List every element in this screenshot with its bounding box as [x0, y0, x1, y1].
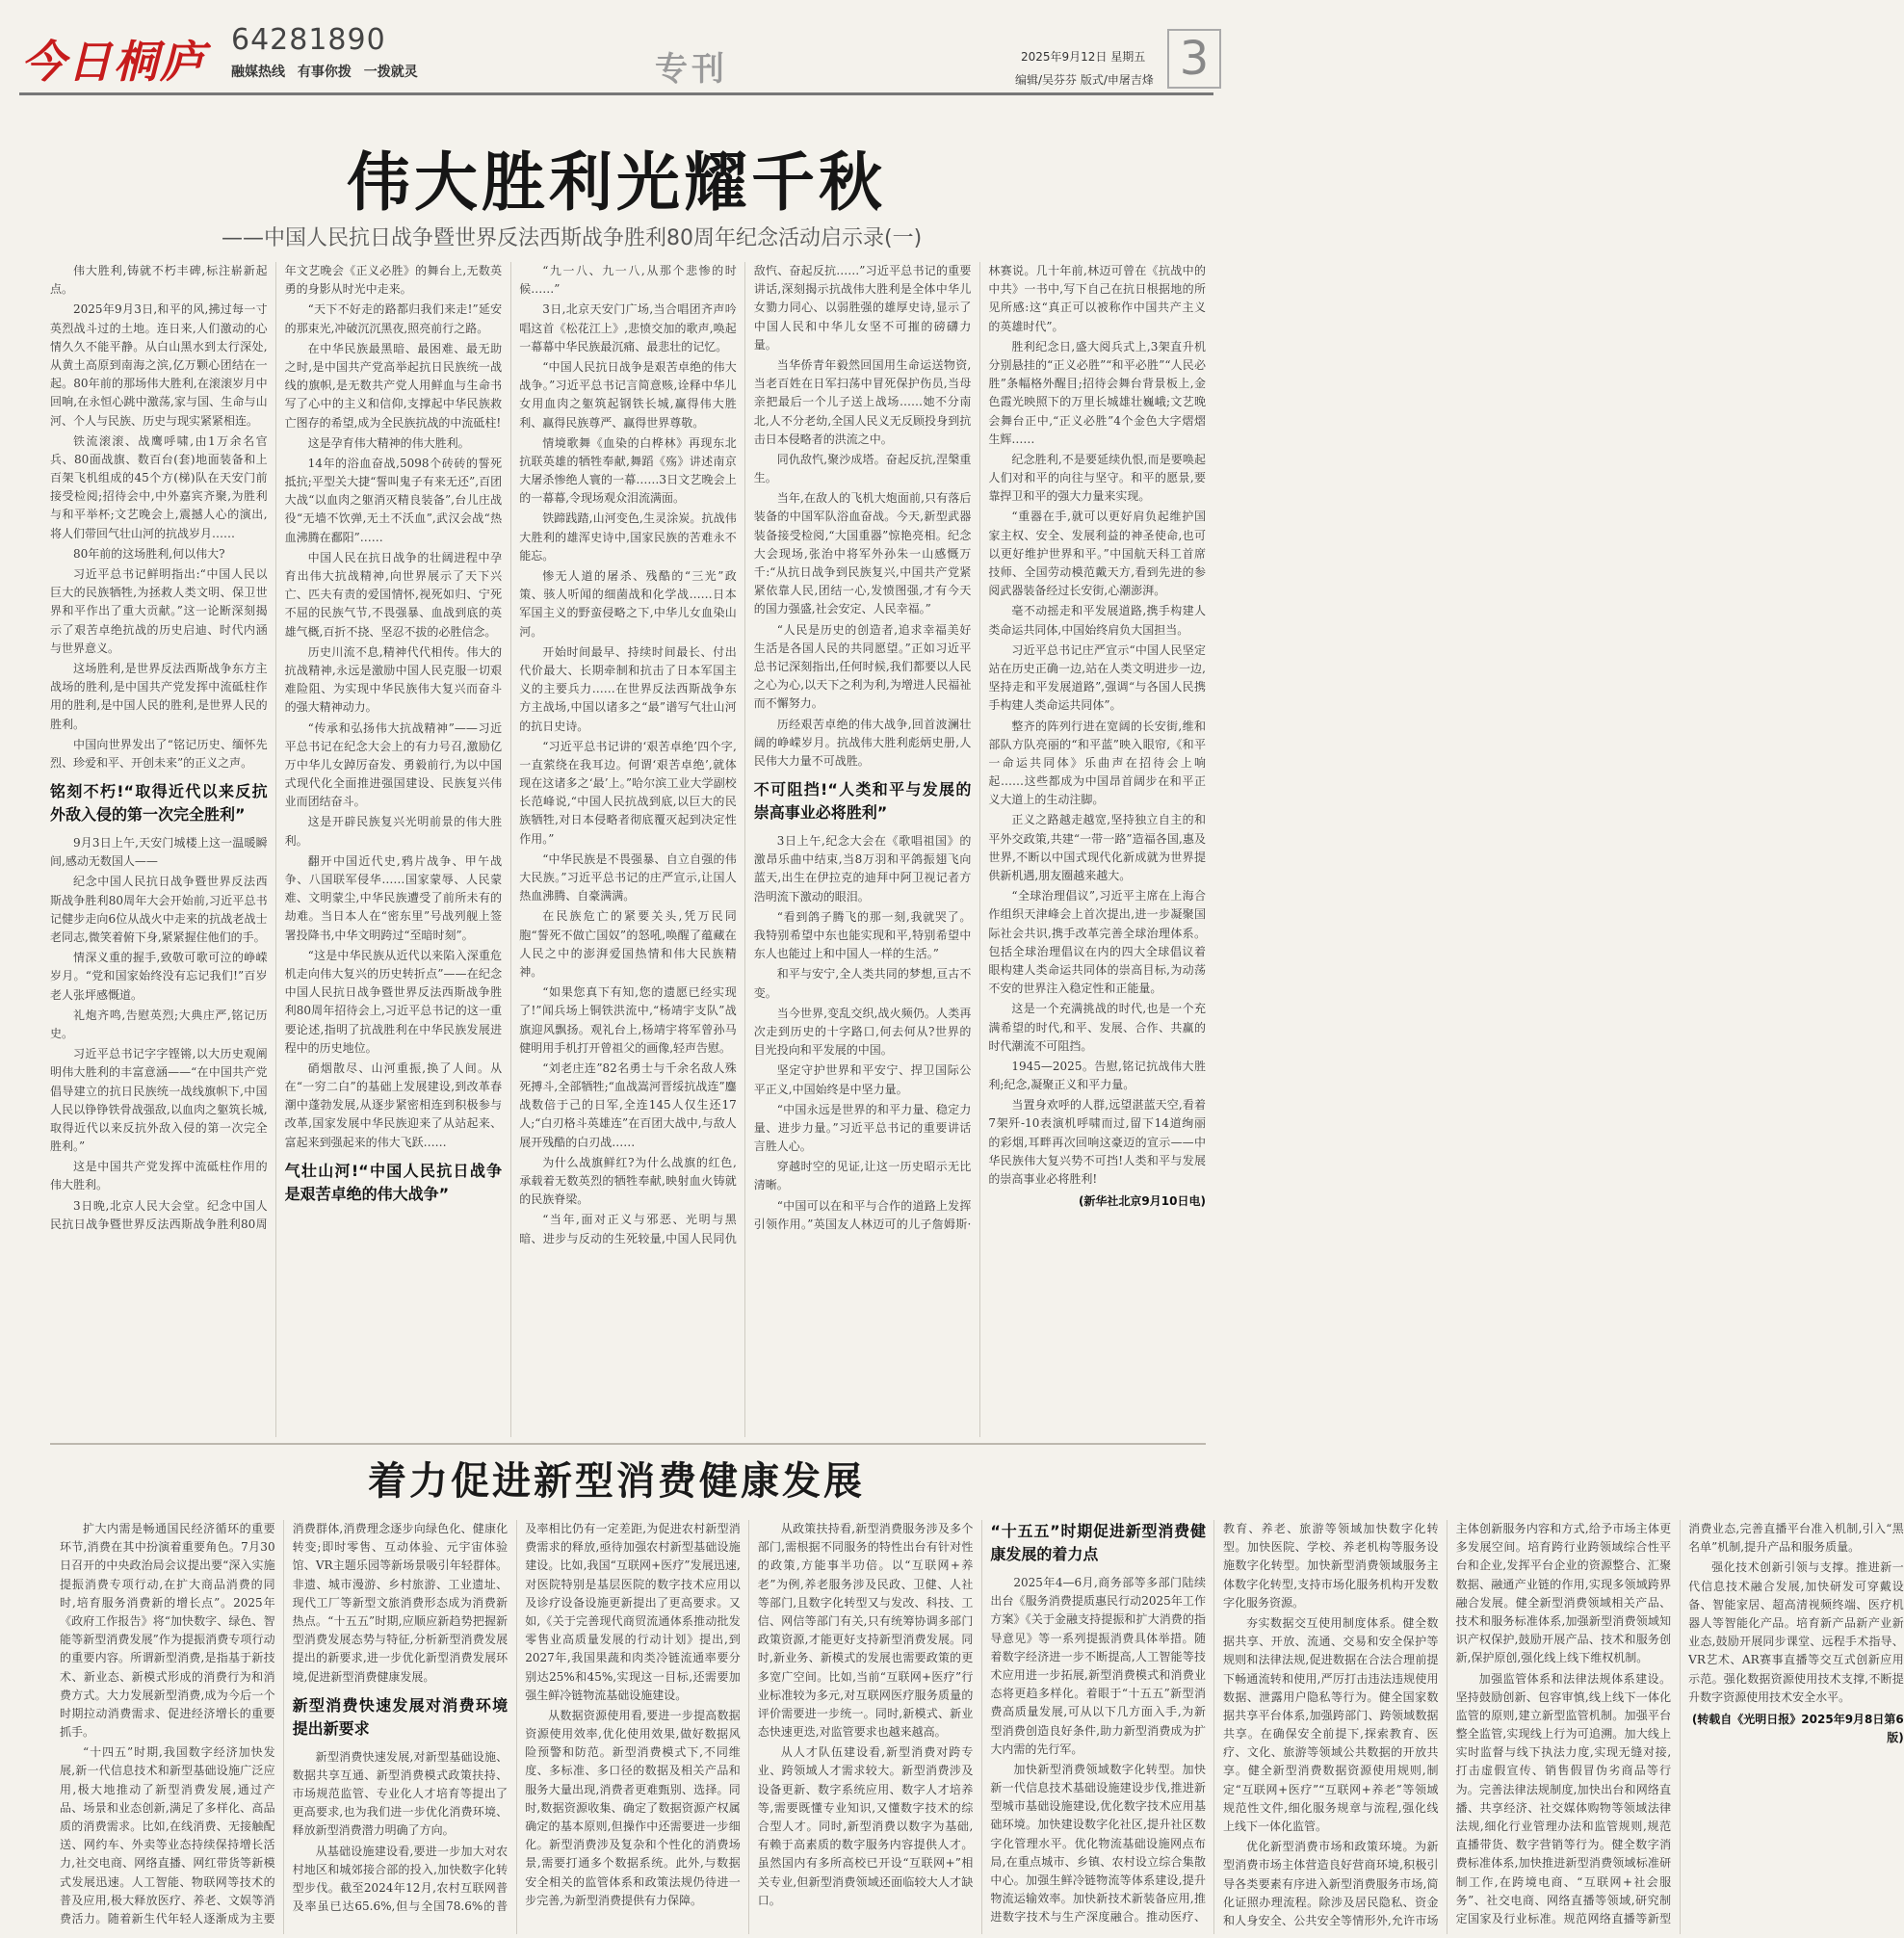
section-heading: 气壮山河!“中国人民抗日战争是艰苦卓绝的伟大战争” [284, 1161, 503, 1203]
masthead [0, 0, 1233, 92]
article2-title: 着力促进新型消费健康发展 [368, 1459, 865, 1504]
paragraph: 在民族危亡的紧要关头,凭万民同胞“誓死不做亡国奴”的怒吼,唤醒了蕴藏在人民之中的澎湃爱国热情和伟大民族精神。 [519, 909, 737, 979]
paragraph: “看到鸽子腾飞的那一刻,我就哭了。我特别希望中东也能实现和平,特别希望中东人也能过上和中国人一样的生活。” [753, 909, 972, 961]
paragraph: 历史川流不息,精神代代相传。伟大的抗战精神,永远是激励中国人民克服一切艰难险阻、为实现中华民族伟大复兴而奋斗的强大精神动力。 [284, 644, 503, 715]
article1-source: (新华社北京9月10日电) [1078, 1194, 1206, 1209]
paragraph: 整齐的阵列行进在宽阔的长安街,维和部队方队亮丽的“和平蓝”映入眼帘,《和平一命运共同体》乐曲声在招待会上响起……这些都成为中国昂首阔步在和平正义大道上的生动注脚。 [988, 719, 1206, 807]
paragraph: 习近平总书记鲜明指出:“中国人民以巨大的民族牺牲,为拯救人类文明、保卫世界和平作出了重大贡献。”这一论断深刻揭示了艰苦卓绝抗战的历史启迪、时代内涵与世界意义。 [50, 567, 268, 655]
paragraph: “天下不好走的路都归我们来走!”延安的那束光,冲破沉沉黑夜,照亮前行之路。 [284, 302, 503, 335]
paragraph: 这是孕育伟大精神的伟大胜利。 [307, 435, 470, 450]
paragraph: 历经艰苦卓绝的伟大战争,回首波澜壮阔的峥嵘岁月。抗战伟大胜利彪炳史册,人民伟大力量不可战胜。 [753, 717, 972, 768]
paragraph: 扩大内需是畅通国民经济循环的重要环节,消费在其中扮演着重要角色。7月30日召开的中央政治局会议提出要“深入实施提振消费专项行动,在扩大商品消费的同时,培育服务消费新的增长点”。2025年《政府工作报告》将“加快数字、绿色、智能等新型消费发展”作为提振消费专项行动的重要内容。所谓新型消费,是指基于新技术、新业态、新模式形成的消费行为和消费方式。大力发展新型消费,成为今后一个时期拉动消费需求、促进经济增长的重要抓手。 [60, 1522, 275, 1740]
paragraph: “重器在手,就可以更好肩负起维护国家主权、安全、发展利益的神圣使命,也可以更好维护世界和平。”中国航天科工首席技师、全国劳动模范戴天方,看到先进的参阅武器装备经过长安街,心潮澎湃。 [988, 510, 1206, 598]
paragraph: “如果您真下有知,您的遗愿已经实现了!”闻兵场上铜铁洪流中,“杨靖宇支队”战旗迎风飘扬。观礼台上,杨靖宇将军曾孙马健明用手机打开曾祖父的画像,轻声告慰。 [519, 985, 737, 1055]
paragraph: “中华民族是不畏强暴、自立自强的伟大民族。”习近平总书记的庄严宣示,让国人热血沸腾、自豪满满。 [519, 851, 737, 904]
paragraph: 当置身欢呼的人群,远望湛蓝天空,看着7架歼-10表演机呼啸而过,留下14道绚丽的彩烟,耳畔再次回响这豪迈的宣示——中华民族伟大复兴势不可挡!人类和平与发展的崇高事业必将胜利! [988, 1098, 1206, 1186]
paragraph: 从基础设施建设看,要进一步加大对农村地区和城郊接合部的投入,加快数字化转型步伐。截至2024年12月,农村互联网普及率虽已达65.6%,但与全国78.6%的普及率相比仍有一定差距,为促进农村新型消费需求的释放,亟待加强农村新型基础设施建设。比如,我国“互联网+医疗”发展迅速,对医院特别是基层医院的数字技术应用以及诊疗设备设施更新提出了更高要求。又如,《关于完善现代商贸流通体系推动批发零售业高质量发展的行动计划》提出,到2027年,我国果蔬和肉类冷链流通率要分别达25%和45%,实现这一目标,还需要加强生鲜冷链物流基础设施建设。 [292, 1522, 741, 1914]
paragraph: 坚定守护世界和平安宁、捍卫国际公平正义,中国始终是中坚力量。 [753, 1063, 972, 1096]
paragraph: 当华侨青年毅然回国用生命运送物资,当老百姓在日军扫荡中冒死保护伤员,当母亲把最后一个儿子送上战场……她不分南北,人不分老幼,全国人民义无反顾投身到抗击日本侵略者的洪流之中。 [753, 357, 972, 446]
paragraph: 情深义重的握手,致敬可歌可泣的峥嵘岁月。“党和国家始终没有忘记我们!”百岁老人张坪感慨道。 [50, 951, 268, 1002]
paragraph: “这是中华民族从近代以来陷入深重危机走向伟大复兴的历史转折点”——在纪念中国人民抗日战争暨世界反法西斯战争胜利80周年招待会上,习近平总书记的这一重要论述,指明了抗战胜利在中华民族发展进程中的历史地位。 [284, 948, 503, 1055]
paragraph: “当年,面对正义与邪恶、光明与黑暗、进步与反动的生死较量,中国人民同仇敌忾、奋起反抗……”习近平总书记的重要讲话,深刻揭示抗战伟大胜利是全体中华儿女勠力同心、以弱胜强的雄厚史诗,显示了中国人民和中华儿女坚不可摧的磅礴力量。 [519, 264, 972, 1245]
paragraph: 硝烟散尽、山河重振,换了人间。从在“一穷二白”的基础上发展建设,到改革春潮中蓬勃发展,从逐步紧密相连到积极参与改革,国家发展中华民族迎来了从站起来、富起来到强起来的伟大飞跃…… [284, 1061, 503, 1149]
paragraph: 礼炮齐鸣,告慰英烈;大典庄严,铭记历史。 [50, 1008, 268, 1040]
paragraph: “中国永远是世界的和平力量、稳定力量、进步力量。”习近平总书记的重要讲话言胜人心。 [753, 1102, 972, 1154]
paragraph: 2025年9月3日,和平的风,拂过每一寸英烈战斗过的土地。连日来,人们激动的心情久久不能平静。从白山黑水到太行深处,从黄土高原到南海之滨,亿万颗心团结在一起。80年前的那场伟大胜利,在滚滚岁月中回响,在永恒心跳中激荡,家与国、生命与山河、个人与民族、历史与现实紧紧相连。 [50, 302, 268, 428]
page-number: 3 [1167, 29, 1221, 89]
paragraph: 这场胜利,是世界反法西斯战争东方主战场的胜利,是中国共产党发挥中流砥柱作用的胜利,是中国人民的胜利,是世界人民的胜利。 [50, 661, 268, 731]
paragraph: 3日晚,北京人民大会堂。纪念中国人民抗日战争暨世界反法西斯战争胜利80周年文艺晚会《正义必胜》的舞台上,无数英勇的身影从时光中走来。 [50, 264, 503, 1231]
article1-subtitle: ——中国人民抗日战争暨世界反法西斯战争胜利80周年纪念活动启示录(一) [222, 226, 923, 250]
section-heading: 铭刻不朽!“取得近代以来反抗外敌入侵的第一次完全胜利” [50, 782, 268, 825]
paragraph: 在中华民族最黑暗、最困难、最无助之时,是中国共产党高举起抗日民族统一战线的旗帜,是无数共产党人用鲜血与生命书写了心中的主义和信仰,支撑起中华民族救亡图存的希望,成为全民族抗战的中流砥柱! [284, 341, 503, 430]
paragraph: 优化新型消费市场和政策环境。为新型消费市场主体营造良好营商环境,积极引导各类要素有序进入新型消费服务市场,简化证照办理流程。除涉及居民隐私、资金和人身安全、公共安全等情形外,允许市场主体创新服务内容和方式,给予市场主体更多发展空间。培育跨行业跨领域综合性平台和企业,发挥平台企业的资源整合、汇聚数据、融通产业链的作用,实现多领域跨界融合发展。健全新型消费领域相关产品、技术和服务标准体系,加强新型消费领域知识产权保护,鼓励开展产品、技术和服务创新,保护原创,强化线上线下维权机制。 [1222, 1522, 1672, 1927]
paragraph: 加强监管体系和法律法规体系建设。坚持鼓励创新、包容审慎,线上线下一体化监管的原则,建立新型监管机制。加强平台整全监管,实现线上行为可追溯。加大线上实时监督与线下执法力度,实现无缝对接,打击虚假宣传、销售假冒伪劣商品等行为。完善法律法规制度,加快出台和网络直播、共享经济、社交媒体购物等领域法律法规,细化行业管理办法和监管规则,规范直播带货、数字营销等行为。健全数字消费标准体系,加快推进新型消费领域标准研制工作,在跨境电商、“互联网+社会服务”、社交电商、网络直播等领域,研究制定国家及行业标准。规范网络直播等新型消费业态,完善直播平台准入机制,引入“黑名单”机制,提升产品和服务质量。 [1455, 1522, 1904, 1925]
article2-body [60, 1520, 1904, 1934]
paragraph: “十四五”时期,我国数字经济加快发展,新一代信息技术和新型基础设施广泛应用,极大地推动了新型消费发展,通过产品、场景和业态创新,满足了多样化、高品质的消费需求。比如,在线消费、无接触配送、网约车、外卖等业态持续保持增长活力,社交电商、网络直播、网红带货等新模式发展迅速。人工智能、物联网等技术的普及应用,极大释放医疗、养老、文娱等消费活力。随着新生代年轻人逐渐成为主要消费群体,消费理念逐步向绿色化、健康化转变;即时零售、互动体验、元宇宙体验馆、VR主题乐园等新场景吸引年轻群体。非遗、城市漫游、乡村旅游、工业遗址、现代工厂等新型文旅消费形态成为消费新热点。“十五五”时期,应顺应新趋势把握新型消费发展态势与特征,分析新型消费发展提出的新要求,进一步优化新型消费发展环境,促进新型消费健康发展。 [60, 1522, 509, 1925]
issue-date: 2025年9月12日 星期五 [1021, 50, 1146, 64]
paragraph: 中国向世界发出了“铭记历史、缅怀先烈、珍爱和平、开创未来”的正义之声。 [50, 737, 268, 770]
article1-title: 伟大胜利光耀千秋 [347, 145, 886, 220]
newspaper-logo: 今日桐庐 [21, 36, 206, 88]
section-name: 专刊 [655, 50, 728, 89]
paragraph: 2025年4—6月,商务部等多部门陆续出台《服务消费提质惠民行动2025年工作方案》《关于金融支持提振和扩大消费的指导意见》等一系列提振消费具体举措。随着数字经济进一步不断提高,人工智能等技术应用进一步拓展,新型消费模式和消费业态将更趋多样化。着眼于“十五五”新型消费高质量发展,可从以下几方面入手,为新型消费创造良好条件,助力新型消费成为扩大内需的先行军。 [990, 1576, 1206, 1756]
masthead-rule [19, 92, 1213, 95]
paragraph: 同仇敌忾,聚沙成塔。奋起反抗,涅槃重生。 [753, 452, 972, 485]
paragraph: 中国人民在抗日战争的壮阔进程中孕育出伟大抗战精神,向世界展示了天下兴亡、匹夫有责的爱国情怀,视死如归、宁死不屈的民族气节,不畏强暴、血战到底的英雄气概,百折不挠、坚忍不拔的必胜信念。 [284, 550, 503, 639]
section-heading: 不可阻挡!“人类和平与发展的崇高事业必将胜利” [753, 780, 972, 823]
paragraph: 9月3日上午,天安门城楼上这一温暖瞬间,感动无数国人—— [50, 836, 268, 869]
paragraph: 正义之路越走越宽,坚持独立自主的和平外交政策,共建“一带一路”造福各国,惠及世界,不断以中国式现代化新成就为世界提供新机遇,朋友圈越来越大。 [988, 813, 1206, 882]
paragraph: 从人才队伍建设看,新型消费对跨专业、跨领域人才需求较大。新型消费涉及设备更新、数字系统应用、数字人才培养等,需要既懂专业知识,又懂数字技术的综合型人才。同时,新型消费以数字为基础,有赖于高素质的数字服务内容提供人才。虽然国内有多所高校已开设“互联网+”相关专业,但新型消费领域还面临较大人才缺口。 [757, 1745, 974, 1907]
paragraph: 这是一个充满挑战的时代,也是一个充满希望的时代,和平、发展、合作、共赢的时代潮流不可阻挡。 [988, 1002, 1206, 1053]
paragraph: 80年前的这场胜利,何以伟大? [73, 546, 225, 561]
paragraph: 纪念胜利,不是要延续仇恨,而是要唤起人们对和平的向往与坚守。和平的愿景,要靠捍卫和平的强大力量来实现。 [988, 452, 1206, 504]
paragraph: 习近平总书记庄严宣示“中国人民坚定站在历史正确一边,站在人类文明进步一边,坚持走和平发展道路”,强调“与各国人民携手构建人类命运共同体”。 [988, 642, 1206, 713]
paragraph: 强化技术创新引领与支撑。推进新一代信息技术融合发展,加快研发可穿戴设备、智能家居、超高清视频终端、医疗机器人等智能化产品。培育新产品新产业新业态,鼓励开展同步课堂、远程手术指导、VR艺术、AR赛事直播等交互式创新应用示范。强化数据资源使用技术支撑,不断提升数字资源使用技术安全水平。 [1688, 1560, 1904, 1704]
paragraph: 毫不动摇走和平发展道路,携手构建人类命运共同体,中国始终肩负大国担当。 [988, 604, 1206, 637]
article2-source: (转载自《光明日报》2025年9月8日第6版) [1691, 1712, 1904, 1745]
article-divider [50, 1443, 1206, 1445]
paragraph: “传承和弘扬伟大抗战精神”——习近平总书记在纪念大会上的有力号召,激励亿万中华儿女踔厉奋发、勇毅前行,为以中国式现代化全面推进强国建设、民族复兴伟业而团结奋斗。 [284, 720, 503, 809]
paragraph: “全球治理倡议”,习近平主席在上海合作组织天津峰会上首次提出,进一步凝聚国际社会共识,携手改革完善全球治理体系。包括全球治理倡议在内的四大全球倡议着眼构建人类命运共同体的崇高目标,为动荡不安的世界注入稳定性和正能量。 [988, 889, 1206, 996]
paragraph: 1945—2025。告慰,铭记抗战伟大胜利;纪念,凝聚正义和平力量。 [988, 1059, 1206, 1092]
paragraph: 伟大胜利,铸就不朽丰碑,标注崭新起点。 [50, 264, 268, 297]
paragraph: 夯实数据交互使用制度体系。健全数据共享、开放、流通、交易和安全保护等规则和法律法规,促进数据在合法合理前提下畅通流转和使用,严厉打击违法违规使用数据、泄露用户隐私等行为。健全国家数据共享平台体系,加强跨部门、跨领域数据共享。在确保安全前提下,探索教育、医疗、文化、旅游等领域公共数据的开放共享。健全新型消费数据资源使用规则,制定“互联网+医疗”“互联网+养老”等领域规范性文件,细化服务规章与流程,强化线上线下一体化监管。 [1222, 1615, 1439, 1833]
paragraph: “中国可以在和平与合作的道路上发挥引领作用。”英国友人林迈可的儿子詹姆斯·林赛说。几十年前,林迈可曾在《抗战中的中共》一书中,写下自己在抗日根据地的所见所感:这“真正可以被称作中国共产主义的英雄时代”。 [753, 264, 1206, 1231]
paragraph: 当年,在敌人的飞机大炮面前,只有落后装备的中国军队浴血奋战。今天,新型武器装备接受检阅,“大国重器”惊艳亮相。纪念大会现场,张治中将军外孙朱一山感慨万千:“从抗日战争到民族复兴,中国共产党紧紧依靠人民,团结一心,发愤图强,才有今天的国力强盛,社会安定、人民幸福。” [753, 491, 972, 616]
paragraph: “中国人民抗日战争是艰苦卓绝的伟大战争。”习近平总书记言简意赅,诠释中华儿女用血肉之躯筑起钢铁长城,赢得伟大胜利、赢得民族尊严、赢得世界尊敬。 [519, 359, 737, 430]
paragraph: 胜利纪念日,盛大阅兵式上,3架直升机分别悬挂的“正义必胜”“和平必胜”“人民必胜”条幅格外醒目;招待会舞台背景板上,金色霞光映照下的万里长城雄壮巍峨;文艺晚会舞台正中,“正义必胜”4个金色大字熠熠生辉…… [988, 339, 1206, 446]
paragraph: 3日,北京天安门广场,当合唱团齐声吟唱这首《松花江上》,悲愤交加的歌声,唤起一幕幕中华民族最沉痛、最悲壮的记忆。 [519, 302, 737, 354]
paragraph: 当今世界,变乱交织,战火频仍。人类再次走到历史的十字路口,何去何从?世界的目光投向和平发展的中国。 [753, 1006, 972, 1058]
paragraph: “人民是历史的创造者,追求幸福美好生活是各国人民的共同愿望。”正如习近平总书记深刻指出,任何时候,我们都要以人民之心为心,以天下之利为利,为增进人民福祉而不懈努力。 [753, 622, 972, 711]
paragraph: 习近平总书记字字铿锵,以大历史观阐明伟大胜利的丰富意涵——“在中国共产党倡导建立的抗日民族统一战线旗帜下,中国人民以铮铮铁骨战强敌,以血肉之躯筑长城,取得近代以来反抗外敌入侵的第一次完全胜利。” [50, 1047, 268, 1154]
paragraph: 穿越时空的见证,让这一历史昭示无比清晰。 [753, 1160, 972, 1192]
article1-body [50, 262, 1206, 1437]
paragraph: 14年的浴血奋战,5098个砖砖的誓死抵抗;平型关大捷“誓叫鬼子有来无还”,百团大战“以血肉之躯消灭精良装备”,台儿庄战役“无墙不饮弹,无土不沃血”,武汉会战“热血沸腾在鄱阳”…… [284, 456, 503, 544]
hotline-number: 64281890 [231, 23, 386, 57]
paragraph: 这是中国共产党发挥中流砥柱作用的伟大胜利。 [50, 1160, 268, 1192]
paragraph: 纪念中国人民抗日战争暨世界反法西斯战争胜利80周年大会开始前,习近平总书记健步走向6位从战火中走来的抗战老战士老同志,微笑着俯下身,紧紧握住他们的手。 [50, 875, 268, 944]
paragraph: 为什么战旗鲜红?为什么战旗的红色,承载着无数英烈的牺牲奉献,映射血火铸就的民族脊梁。 [519, 1155, 737, 1207]
section-heading: 新型消费快速发展对消费环境提出新要求 [292, 1695, 509, 1738]
paragraph: 和平与安宁,全人类共同的梦想,亘古不变。 [753, 967, 972, 1000]
paragraph: 翻开中国近代史,鸦片战争、甲午战争、八国联军侵华……国家蒙辱、人民蒙难、文明蒙尘,中华民族遭受了前所未有的劫难。当日本人在“密东里”号战列舰上签署投降书,中华文明跨过“至暗时刻”。 [284, 853, 503, 942]
paragraph: 这是开辟民族复兴光明前景的伟大胜利。 [284, 815, 503, 848]
paragraph: 3日上午,纪念大会在《歌唱祖国》的激昂乐曲中结束,当8万羽和平鸽振翅飞向蓝天,出生在伊拉克的迪拜中阿卫视记者方浩明流下激动的眼泪。 [753, 834, 972, 904]
paragraph: 新型消费快速发展,对新型基础设施、数据共享互通、新型消费模式政策扶持、市场规范监管、专业化人才培育等提出了更高要求,也为我们进一步优化消费环境、释放新型消费潜力明确了方向。 [292, 1749, 509, 1838]
paragraph: 开始时间最早、持续时间最长、付出代价最大、长期牵制和抗击了日本军国主义的主要兵力……在世界反法西斯战争东方主战场,中国以诸多之“最”谱写气壮山河的抗日史诗。 [519, 644, 737, 733]
section-heading: “十五五”时期促进新型消费健康发展的着力点 [990, 1522, 1206, 1563]
paragraph: “刘老庄连”82名勇士与千余名敌人殊死搏斗,全部牺牲;“血战嵩河晋绥抗战连”鏖战数倍于己的日军,全连145人仅生还17人;“白刃格斗英雄连”在百团大战中,与敌人展开残酷的白刃战…… [519, 1061, 737, 1149]
paragraph: 铁蹄践踏,山河变色,生灵涂炭。抗战伟大胜利的雄浑史诗中,国家民族的苦难永不能忘。 [519, 511, 737, 563]
paragraph: 惨无人道的屠杀、残酷的“三光”政策、骇人听闻的细菌战和化学战……日本军国主义的野蛮侵略之下,中华儿女血染山河。 [519, 569, 737, 639]
paragraph: 从数据资源使用看,要进一步提高数据资源使用效率,优化使用效果,做好数据风险预警和防范。新型消费模式下,不同维度、多标准、多口径的数据及相关产品和服务大量出现,消费者更难甄别、选择。同时,数据资源收集、确定了数据资源产权属确定的基本原则,但操作中还需要进一步细化。新型消费涉及复杂和个性化的消费场景,需要打通多个数据系统。此外,与数据安全相关的监管体系和政策法规仍待进一步完善,为新型消费提供有力保障。 [525, 1708, 741, 1907]
paragraph: 加快新型消费领域数字化转型。加快新一代信息技术基础设施建设步伐,推进新型城市基础设施建设,优化数字技术应用基础环境。加快建设数字化社区,提升社区数字化管理水平。优化物流基础设施网点布局,在重点城市、乡镇、农村设立综合集散中心。加强生鲜冷链物流等体系建设,提升物流运输效率。加快新技术新装备应用,推进数字技术与生产深度融合。推动医疗、教育、养老、旅游等领域加快数字化转型。加快医院、学校、养老机构等服务设施数字化转型。加快新型消费领域服务主体数字化转型,支持市场化服务机构开发数字化服务资源。 [990, 1522, 1439, 1925]
editor-credits: 编辑/吴芬芬 版式/申屠吉烽 [1015, 73, 1154, 87]
paragraph: 从政策扶持看,新型消费服务涉及多个部门,需根据不同服务的特性出台有针对性的政策,方能事半功倍。以“互联网+养老”为例,养老服务涉及民政、卫健、人社等部门,且数字化转型又与发改、科技、工信、网信等部门有关,只有统筹协调多部门政策资源,才能更好支持新型消费发展。同时,新业务、新模式的发展也需要政策的更多宽广空间。比如,当前“互联网+医疗”行业标准较为多元,对互联网医疗服务质量的评价需要进一步统一。同时,新模式、新业态快速更迭,对监管要求也越来越高。 [757, 1522, 974, 1740]
paragraph: 铁流滚滚、战鹰呼啸,由1万余名官兵、80面战旗、数百台(套)地面装备和上百架飞机组成的45个方(梯)队在天安门前接受检阅;招待会中,中外嘉宾齐聚,为胜利与和平举杯;文艺晚会上,震撼人心的演出,将人们带回气壮山河的抗战岁月…… [50, 433, 268, 540]
paragraph: 情境歌舞《血染的白桦林》再现东北抗联英雄的牺牲奉献,舞蹈《殇》讲述南京大屠杀惨绝人寰的一幕……3日文艺晚会上的一幕幕,令现场观众泪流满面。 [519, 435, 737, 506]
paragraph: “九一八、九一八,从那个悲惨的时候……” [519, 264, 737, 297]
paragraph: “习近平总书记讲的‘艰苦卓绝’四个字,一直萦绕在我耳边。何谓‘艰苦卓绝’,就体现在这诸多之‘最’上。”哈尔滨工业大学副校长范峰说,“中国人民抗战到底,以巨大的民族牺牲,对日本侵略者彻底覆灭起到决定性作用。” [519, 739, 737, 846]
hotline-slogan: 融媒热线 有事你拨 一拨就灵 [231, 65, 418, 80]
